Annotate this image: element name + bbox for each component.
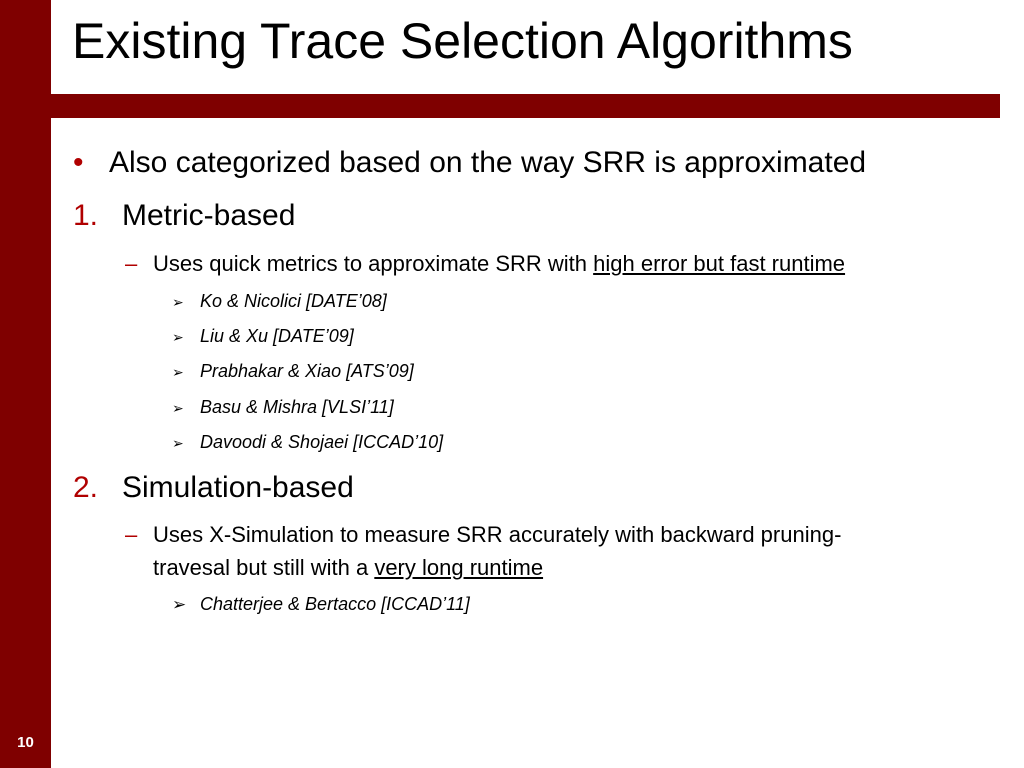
reference-text: Basu & Mishra [VLSI’11] — [200, 397, 394, 417]
arrow-bullet-icon: ➢ — [172, 329, 184, 345]
arrow-bullet-icon: ➢ — [172, 364, 184, 380]
reference-text: Chatterjee & Bertacco [ICCAD’11] — [200, 594, 470, 614]
reference-text: Prabhakar & Xiao [ATS’09] — [200, 361, 414, 381]
section-number: 1. — [73, 199, 99, 232]
dash-icon: – — [125, 522, 138, 547]
emphasis-underlined: high error but fast runtime — [593, 251, 846, 276]
slide-title: Existing Trace Selection Algorithms — [72, 13, 853, 69]
intro-text: Also categorized based on the way SRR is approximated — [109, 146, 867, 179]
arrow-bullet-icon: ➢ — [172, 294, 184, 310]
arrow-bullet-icon: ➢ — [172, 595, 187, 614]
left-sidebar — [0, 0, 51, 768]
dash-icon: – — [125, 251, 138, 276]
section-number: 2. — [73, 471, 99, 504]
arrow-bullet-icon: ➢ — [172, 400, 184, 416]
section-heading-text: Simulation-based — [122, 471, 354, 504]
sub-point-text: Uses quick metrics to approximate SRR with high error but fast runtime — [153, 251, 846, 276]
sub-point-text: Uses X-Simulation to measure SRR accurately with backward pruning- — [153, 522, 842, 547]
sub-point-continuation: travesal but still with a very long runtime — [153, 555, 544, 580]
page-number: 10 — [17, 734, 34, 751]
reference-text: Ko & Nicolici [DATE’08] — [200, 291, 387, 311]
title-underline-bar — [51, 94, 1000, 118]
arrow-bullet-icon: ➢ — [172, 435, 184, 451]
reference-text: Davoodi & Shojaei [ICCAD’10] — [200, 432, 444, 452]
emphasis-underlined: very long runtime — [374, 555, 544, 580]
section-heading-text: Metric-based — [122, 199, 296, 232]
bullet-icon: • — [73, 146, 84, 179]
reference-text: Liu & Xu [DATE’09] — [200, 326, 354, 346]
